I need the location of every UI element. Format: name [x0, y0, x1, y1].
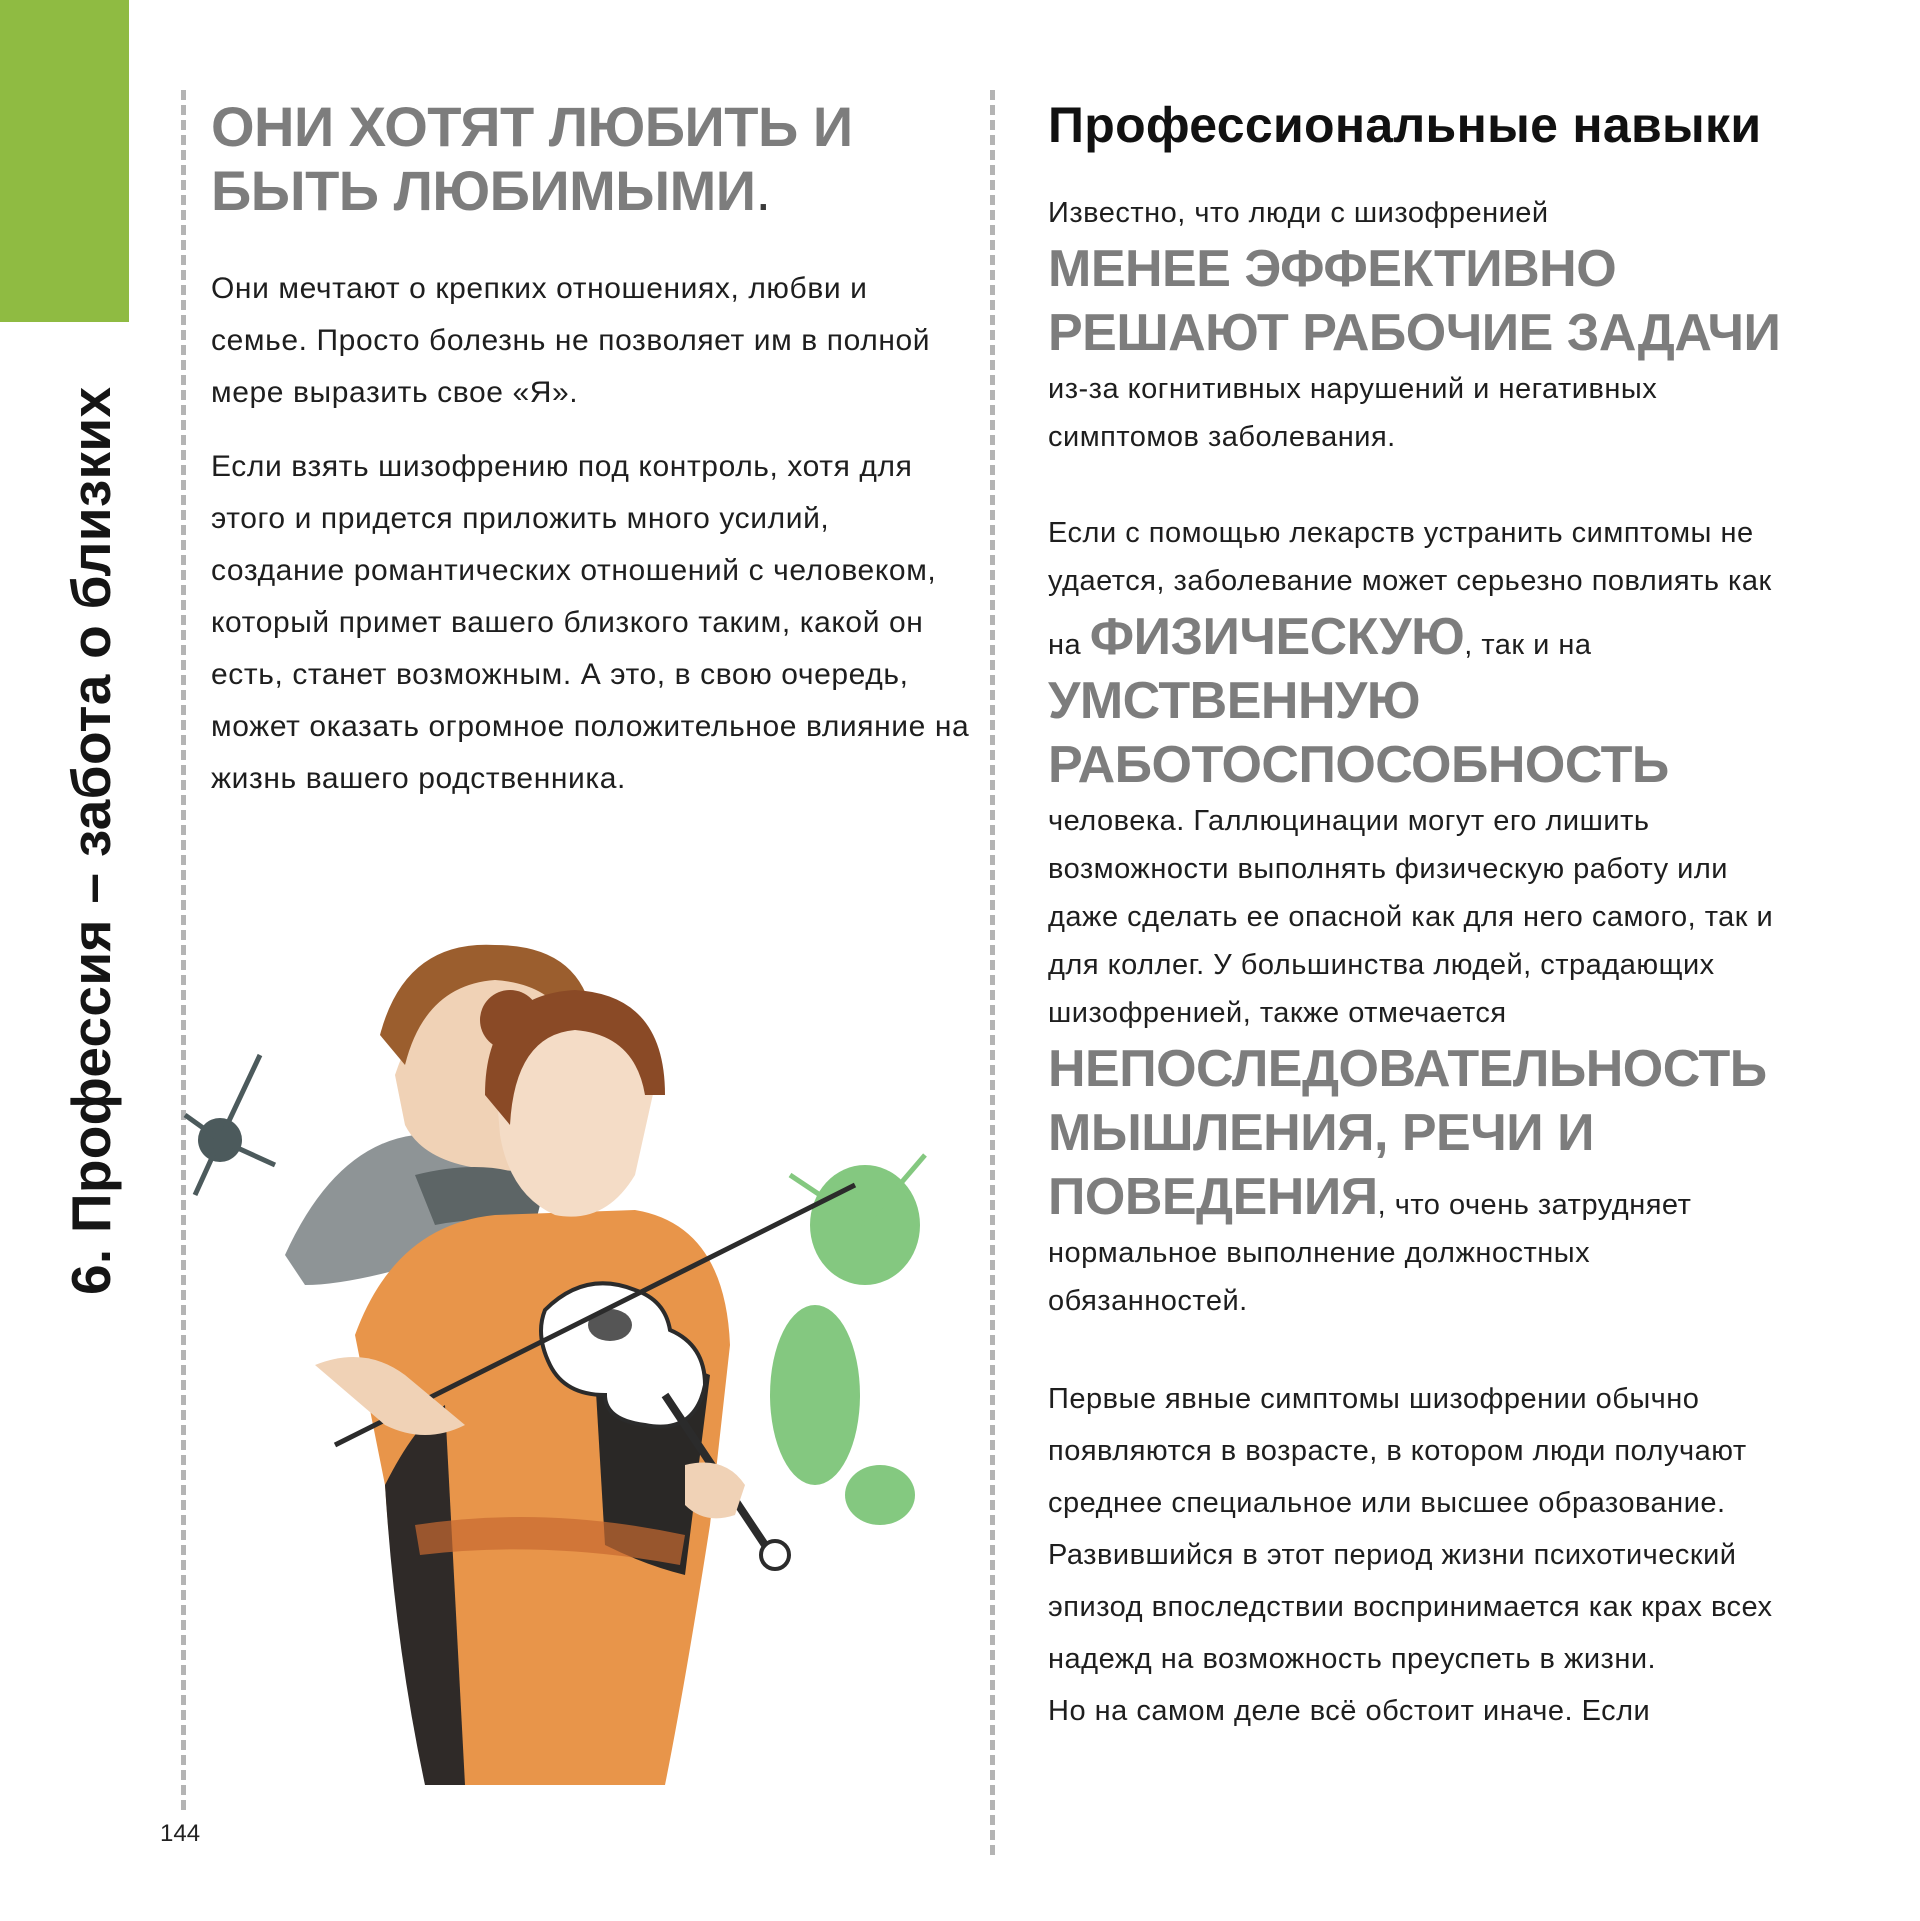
p1-rest: из-за когнитивных нарушений и негативных симптомов заболевания.	[1048, 373, 1658, 453]
left-column	[211, 95, 971, 827]
left-paragraph-1: Они мечтают о крепких отношениях, любви и семье. Просто болезнь не позволяет им в полной мере выразить свое «Я».	[211, 272, 931, 409]
couple-violin-illustration	[165, 925, 955, 1825]
p2-highlight-physical: ФИЗИЧЕСКУЮ	[1089, 608, 1465, 666]
right-paragraph-2	[1048, 509, 1788, 1325]
p1-intro: Известно, что люди с шизофренией	[1048, 197, 1549, 229]
p1-highlight: МЕНЕЕ ЭФФЕКТИВНО РЕШАЮТ РАБОЧИЕ ЗАДАЧИ	[1048, 240, 1781, 362]
p2-highlight-inconsistency: НЕПОСЛЕДОВАТЕЛЬНОСТЬ МЫШЛЕНИЯ, РЕЧИ И ПОВЕДЕНИЯ	[1048, 1040, 1767, 1226]
right-paragraph-1	[1048, 189, 1788, 461]
p2-text-a: Если с помощью лекарств устранить симптомы не удается, заболевание может серьезно повлиять как на	[1048, 517, 1772, 661]
green-splash	[770, 1155, 925, 1525]
p2-text-d: , что очень затрудняет нормальное выполнение должностных обязанностей.	[1048, 1189, 1692, 1317]
right-paragraph-4: Но на самом деле всё обстоит иначе. Если	[1048, 1695, 1651, 1727]
p2-highlight-mental: УМСТВЕННУЮ РАБОТОСПОСОБНОСТЬ	[1048, 672, 1669, 794]
right-dashed-divider	[990, 90, 995, 1855]
chapter-color-tab	[0, 0, 129, 322]
ink-splash-left	[185, 1055, 275, 1195]
left-paragraph-2: Если взять шизофрению под контроль, хотя для этого и придется приложить много усилий, создание романтических отношений с человеком, который примет вашего близкого таким, какой он есть, станет возможным. А это, в свою очередь, может оказать огромное положительное влияние на жизнь вашего родственника.	[211, 450, 970, 795]
right-heading: Профессиональные навыки	[1048, 97, 1762, 153]
left-heading: ОНИ ХОТЯТ ЛЮБИТЬ И БЫТЬ ЛЮБИМЫМИ.	[211, 95, 853, 222]
chapter-title: 6. Профессия – забота о близких	[60, 386, 122, 1295]
p2-text-c: человека. Галлюцинации могут его лишить возможности выполнять физическую работу или даже сделать ее опасной как для него самого, так и для коллег. У большинства людей, страдающих шизофренией, также отмечается	[1048, 805, 1774, 1029]
p2-text-b: , так и на	[1464, 629, 1592, 661]
right-column	[1048, 95, 1788, 1737]
page-number: 144	[160, 1820, 201, 1847]
right-paragraph-3: Первые явные симптомы шизофрении обычно появляются в возрасте, в котором люди получают среднее специальное или высшее образование. Развившийся в этот период жизни психотический эпизод впоследствии воспринимается как крах всех надежд на возможность преуспеть в жизни.	[1048, 1383, 1773, 1675]
